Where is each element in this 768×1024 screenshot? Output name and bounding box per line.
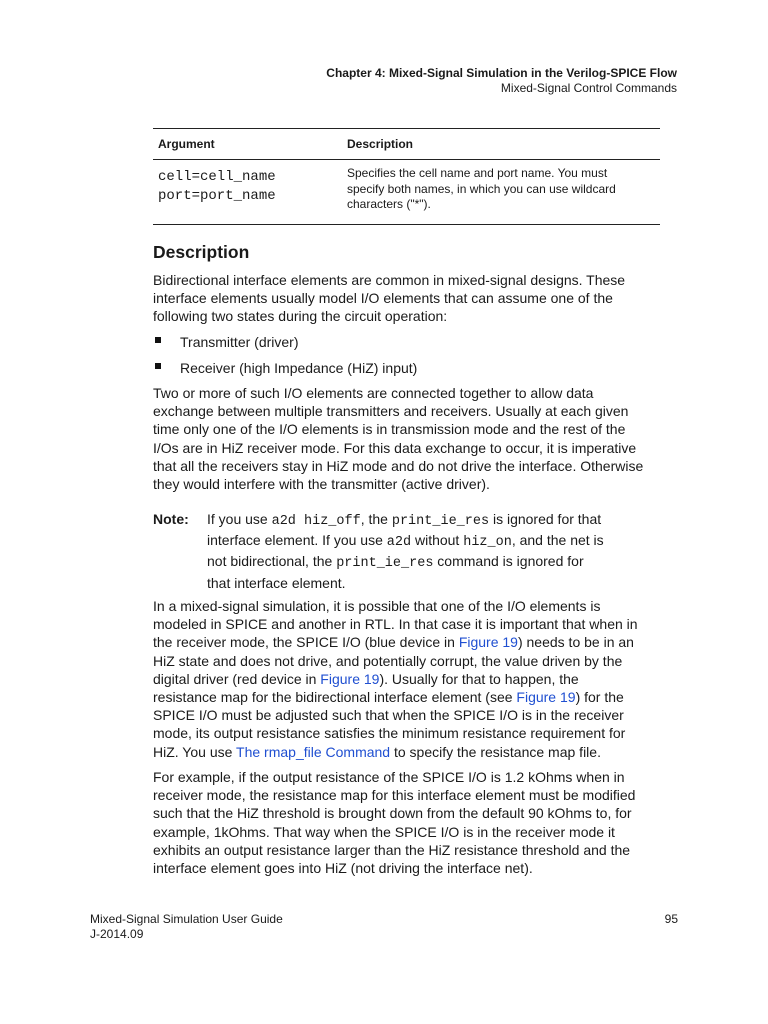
- text-run: HiZ. You use: [153, 743, 237, 760]
- footer-guide-title: Mixed-Signal Simulation User Guide: [90, 912, 283, 926]
- argument-line: port=port_name: [158, 188, 276, 204]
- table-row: [153, 160, 660, 224]
- section-header: Mixed-Signal Control Commands: [500, 81, 677, 95]
- note-line: [207, 531, 604, 552]
- text-line: interface element goes into HiZ (not driving the interface net).: [153, 860, 533, 877]
- page-number: 95: [664, 912, 678, 926]
- text-run: the receiver mode, the SPICE I/O (blue device in: [153, 634, 459, 651]
- text-line: they would interfere with the transmitter (active driver).: [153, 476, 490, 493]
- figure-19-link[interactable]: Figure 19: [320, 670, 380, 687]
- text-line: mode, its output resistance satisfies the minimum resistance requirement for: [153, 725, 626, 742]
- note-label: Note:: [153, 511, 189, 527]
- column-header-description: Description: [347, 137, 414, 151]
- text-run: to specify the resistance map file.: [390, 743, 601, 760]
- text-line: exhibits an output resistance larger than the HiZ resistance threshold and the: [153, 841, 631, 858]
- note-text: not bidirectional, the: [207, 553, 337, 570]
- text-line: following two states during the circuit operation:: [153, 308, 448, 325]
- table-bottom-rule: [153, 224, 660, 225]
- text-line: [153, 670, 678, 688]
- text-line: [153, 688, 678, 706]
- text-line: I/Os are in HiZ receiver mode. For this data exchange to occur, it is imperative: [153, 439, 637, 456]
- code-hiz-on: hiz_on: [463, 535, 512, 551]
- description-line: Specifies the cell name and port name. You must: [347, 166, 608, 180]
- text-line: Bidirectional interface elements are common in mixed-signal designs. These: [153, 272, 626, 288]
- text-line: Two or more of such I/O elements are connected together to allow data: [153, 385, 594, 401]
- column-header-argument: Argument: [158, 137, 215, 151]
- figure-19-link[interactable]: Figure 19: [516, 689, 576, 706]
- spice-io-paragraph: [153, 597, 678, 761]
- argument-table: [153, 128, 660, 225]
- text-run: digital driver (red device in: [153, 670, 321, 687]
- note-text: If you use: [207, 511, 272, 527]
- note-text: is ignored for that: [489, 511, 602, 527]
- text-line: In a mixed-signal simulation, it is possible that one of the I/O elements is: [153, 598, 601, 614]
- code-print-ie-res: print_ie_res: [336, 556, 434, 572]
- text-line: [153, 743, 678, 761]
- text-line: time only one of the I/O elements is in transmission mode and the rest of the: [153, 421, 626, 438]
- argument-cell: [158, 168, 276, 206]
- description-cell: [347, 166, 657, 213]
- section-heading: Description: [153, 242, 250, 262]
- footer-version: J-2014.09: [90, 927, 144, 941]
- bullet-square-icon: [155, 337, 161, 343]
- text-line: interface elements usually model I/O elements that can assume one of the: [153, 290, 613, 307]
- argument-line: cell=cell_name: [158, 169, 276, 185]
- code-a2d: a2d: [386, 535, 412, 551]
- bullet-square-icon: [155, 363, 161, 369]
- text-line: receiver mode, the resistance map for this interface element must be modified: [153, 787, 636, 804]
- bullet-text: Transmitter (driver): [180, 334, 299, 350]
- text-run: ) needs to be in an: [517, 634, 634, 651]
- transmission-paragraph: [153, 384, 678, 493]
- note-text: , the: [360, 511, 392, 527]
- chapter-header: Chapter 4: Mixed-Signal Simulation in the Verilog-SPICE Flow: [326, 66, 677, 80]
- note-body: [207, 510, 604, 592]
- text-run: resistance map for the bidirectional interface element (see: [153, 689, 517, 706]
- text-line: [153, 633, 678, 651]
- table-header-row: [153, 129, 660, 159]
- description-line: specify both names, in which you can use wildcard: [347, 181, 616, 196]
- text-line: For example, if the output resistance of the SPICE I/O is 1.2 kOhms when in: [153, 769, 625, 785]
- text-run: ) for the: [575, 689, 624, 706]
- rmap-file-command-link[interactable]: The rmap_file Command: [236, 743, 391, 760]
- description-line: characters ("*").: [347, 197, 431, 211]
- text-line: SPICE I/O must be adjusted such that when the SPICE I/O is in the receiver: [153, 707, 624, 724]
- note-text: interface element. If you use: [207, 532, 387, 549]
- text-line: HiZ state and does not drive, and potentially corrupt, the value driven by the: [153, 652, 623, 669]
- text-line: modeled in SPICE and another in RTL. In that case it is important that when in: [153, 616, 638, 633]
- example-paragraph: [153, 768, 678, 877]
- bullet-text: Receiver (high Impedance (HiZ) input): [180, 360, 418, 376]
- note-line: [207, 552, 604, 573]
- note-text: without: [411, 532, 464, 549]
- text-line: such that the HiZ threshold is brought down from the default 90 kOhms to, for: [153, 805, 632, 822]
- code-print-ie-res: print_ie_res: [391, 514, 490, 529]
- note-line: [207, 510, 604, 531]
- code-a2d-hiz-off: a2d hiz_off: [271, 514, 361, 529]
- figure-19-link[interactable]: Figure 19: [458, 634, 518, 651]
- text-line: example, 1kOhms. That way when the SPICE I/O is in the receiver mode it: [153, 823, 615, 840]
- text-line: that all the receivers stay in HiZ mode and do not drive the interface. Otherwise: [153, 457, 644, 474]
- note-text: , and the net is: [511, 532, 604, 549]
- note-line: that interface element.: [207, 574, 346, 591]
- intro-paragraph: [153, 271, 678, 326]
- note-text: command is ignored for: [433, 553, 584, 570]
- text-line: exchange between multiple transmitters and receivers. Usually at each given: [153, 403, 629, 420]
- text-run: ). Usually for that to happen, the: [379, 670, 579, 687]
